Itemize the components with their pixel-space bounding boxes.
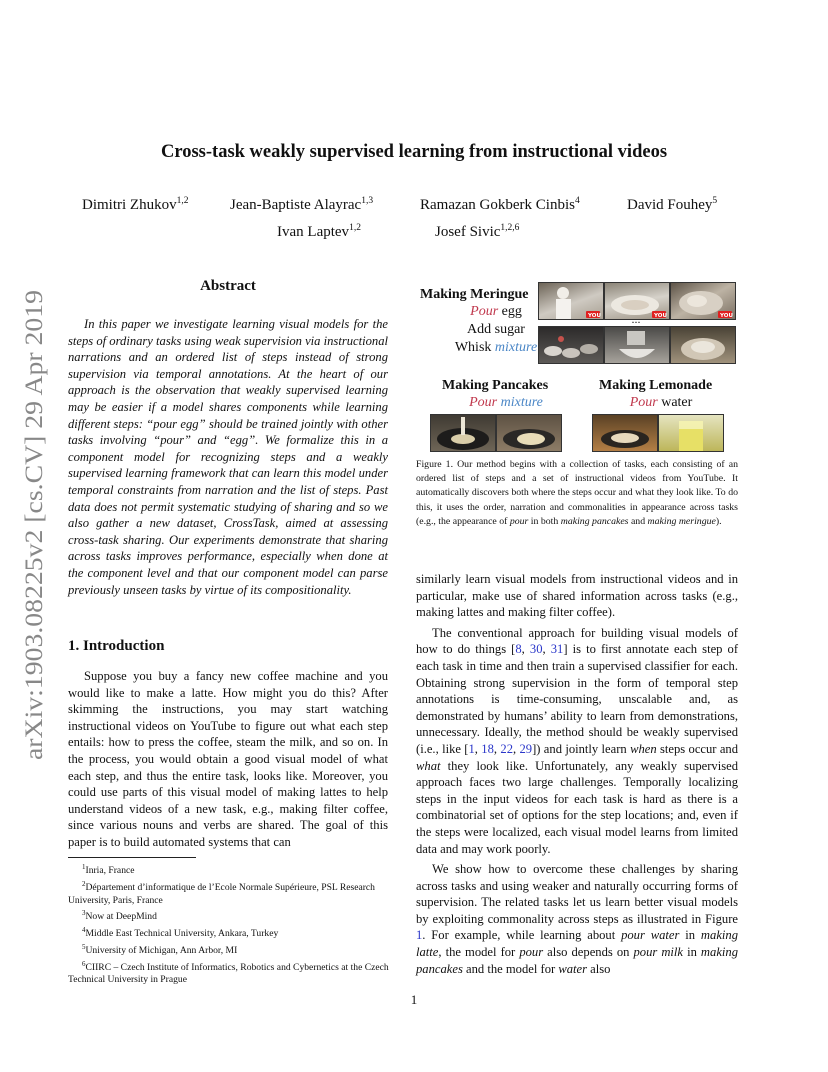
paper-title: Cross-task weakly supervised learning from instructional videos (160, 142, 668, 162)
author: David Fouhey$^5$ (627, 196, 718, 213)
ellipsis: ... (631, 312, 641, 326)
author: Jean-Baptiste Alayrac$^{1,3}$ (230, 196, 374, 213)
footnote: $^4$Middle East Technical University, Ankara, Turkey (82, 925, 279, 940)
step-add-sugar: Add sugar (467, 322, 525, 337)
footnote: $^1$Inria, France (82, 863, 135, 877)
footnote: $^3$Now at DeepMind (82, 909, 157, 923)
task-title-lemonade: Making Lemonade (599, 378, 713, 393)
video-thumbnail (538, 326, 604, 364)
citation-link[interactable]: 22 (500, 741, 513, 756)
footnote: $^5$University of Michigan, Ann Arbor, MI (82, 942, 238, 956)
citation-link[interactable]: 30 (529, 642, 543, 657)
svg-text:YOU: YOU (588, 313, 601, 319)
footnotes (68, 861, 390, 987)
section-heading: 1. Introduction (68, 638, 165, 654)
arxiv-stamp-text: arXiv:1903.08225v2 [cs.CV] 29 Apr 2019 (21, 336, 48, 760)
intro-paragraph: Suppose you buy a fancy new coffee machine and you would like to make a latte. How might you do this? After skimming the instructions, you may start watching instructional videos on YouTube to figure out what each step entails: how to press the coffee, steam the milk, and so on. In the process, you would obtain a good visual model of what each step, and thus the entire task, looks like. Moreover, you could use parts of this visual model of making lattes to help understand videos of a new task, e.g., making filter coffee, since various nouns and verbs are shared. The goal of this paper is to build automated systems that can (68, 669, 388, 849)
video-thumbnail (670, 282, 736, 320)
figure-caption: Figure 1. Our method begins with a collection of tasks, each consisting of an ordered list of steps and a set of instructional videos from YouTube. It automatically discovers both where the steps occur and what they look like. To do this, it uses the order, narration and commonalities in appearance across tasks (e.g., the appearance of pour in both making pancakes and making meringue). (416, 459, 738, 527)
figure-link[interactable]: 1 (416, 928, 423, 943)
footnote: $^2$Département d’informatique de l’Ecole Normale Supérieure, PSL Research University, Paris, France (68, 879, 375, 906)
arxiv-stamp (20, 285, 48, 760)
author: Dimitri Zhukov$^{1,2}$ (82, 196, 189, 213)
video-thumbnail (592, 414, 658, 452)
paragraph: similarly learn visual models from instructional videos and in particular, make use of shared information across tasks (e.g., making lattes and making filter coffee). (416, 572, 738, 620)
abstract-text: In this paper we investigate learning visual models for the steps of ordinary tasks using weak supervision via instructional narrations and an ordered list of steps instead of strong supervision via temporal annotations. At the heart of our approach is the observation that weakly supervised learning may be easier if a model shares components while learning different steps: “pour egg” should be trained jointly with other tasks involving “pour” and “egg”. We formalize this in a component model for recognizing steps and a weakly supervised learning framework that can learn this model under temporal constraints from narration and the list of steps. Past data does not permit systematic studying of sharing and so we also gather a new dataset, CrossTask, aimed at assessing cross-task sharing. Our experiments demonstrate that sharing across tasks improves performance, especially when done at the component level and that our component model can parse previously unseen tasks by virtue of its compositionality. (68, 317, 388, 597)
video-thumbnail (430, 414, 496, 452)
figure-1 (416, 282, 740, 452)
step-whisk-mixture: Whisk mixture (454, 340, 538, 355)
task-title-meringue: Making Meringue (420, 287, 529, 302)
citation-link[interactable]: 18 (481, 741, 494, 756)
svg-text:YOU: YOU (720, 313, 733, 319)
step-pour-egg: Pour egg (470, 304, 522, 319)
citation-link[interactable]: 29 (519, 741, 533, 756)
abstract-body (68, 316, 388, 598)
citation-link[interactable]: 31 (550, 642, 564, 657)
video-thumbnail (496, 414, 562, 452)
video-thumbnail (538, 282, 604, 320)
step-pour-water: Pour water (629, 395, 693, 410)
video-thumbnail (658, 414, 724, 452)
paragraph: The conventional approach for building visual models of how to do things [8, 30, 31] is to first annotate each step of each task in time and then train a supervised classifier for each. Obtaining strong supervision in the form of temporal step annotations is time-consuming, unscalable and, as demonstrated by humans’ ability to learn from demonstrations, unnecessary. Ideally, the method should be weakly supervised (i.e., like [1, 18, 22, 29]) and jointly learn when steps occur and what they look like. Unfortunately, any weakly supervised approach faces two large challenges. Temporally localizing steps in the input videos for each task is hard as there is a combinatorial set of options for the step locations; and, even if the steps were localized, each visual model learns from limited data and may work poorly. (416, 625, 739, 856)
svg-text:YOU: YOU (654, 313, 667, 319)
author: Josef Sivic$^{1,2,6}$ (435, 223, 520, 240)
author: Ivan Laptev$^{1,2}$ (277, 223, 361, 240)
footnote: $^6$CIIRC – Czech Institute of Informatics, Robotics and Cybernetics at the Czech Technical University in Prague (68, 959, 389, 986)
right-column-body (416, 571, 738, 977)
page-number: 1 (410, 992, 418, 1007)
step-pour-mixture: Pour mixture (469, 395, 543, 410)
video-thumbnail (604, 326, 670, 364)
paragraph: We show how to overcome these challenges by sharing across tasks and using weaker and naturally occurring forms of supervision. The related tasks let us learn better visual models by exploiting commonality across steps as illustrated in Figure 1. For example, while learning about pour water in making latte, the model for pour also depends on pour milk in making pancakes and the model for water also (416, 862, 738, 976)
citation-link[interactable]: 1 (468, 741, 475, 756)
citation-link[interactable]: 8 (515, 642, 522, 657)
author: Ramazan Gokberk Cinbis$^4$ (420, 196, 580, 213)
abstract-heading: Abstract (200, 278, 256, 294)
footnote-rule (68, 857, 196, 858)
video-thumbnail (670, 326, 736, 364)
intro-body (68, 668, 388, 851)
task-title-pancakes: Making Pancakes (442, 378, 549, 393)
